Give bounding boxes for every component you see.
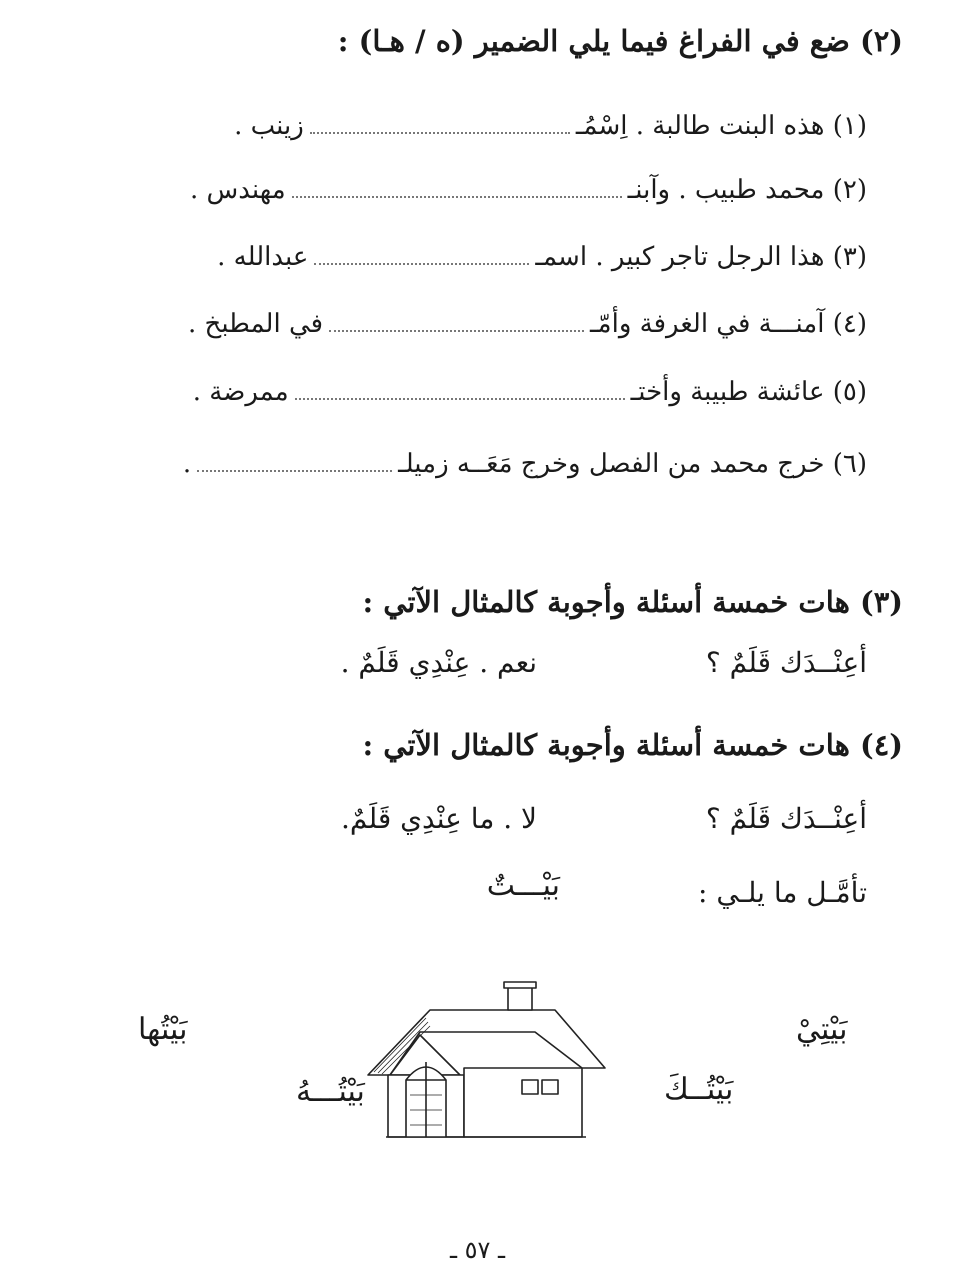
- exercise-2-item-1: [234, 106, 867, 146]
- item-2-blank[interactable]: [292, 196, 622, 198]
- word-my-house: بَيْتِيْ: [796, 1012, 848, 1047]
- item-4-text: (٤) آمنـــة في الغرفة وأمّـ: [590, 309, 867, 339]
- exercise-3-question: أعِنْــدَك قَلَمٌ ؟: [705, 646, 867, 679]
- word-her-house: بَيْتُها: [138, 1012, 188, 1047]
- exercise-3-answer: نعم . عِنْدِي قَلَمٌ .: [340, 646, 537, 679]
- exercise-4-title: (٤) هات خمسة أسئلة وأجوبة كالمثال الآتي :: [362, 728, 903, 762]
- item-5-end: ممرضة .: [192, 377, 289, 407]
- item-3-text: (٣) هذا الرجل تاجر كبير . اسمـ: [535, 242, 867, 272]
- item-2-text: (٢) محمد طبيب . وآبنـ: [627, 175, 867, 205]
- item-2-end: مهندس .: [189, 175, 286, 205]
- item-3-end: عبدالله .: [217, 242, 309, 272]
- exercise-3-title: (٣) هات خمسة أسئلة وأجوبة كالمثال الآتي :: [362, 585, 903, 619]
- item-1-text: (١) هذه البنت طالبة . اِسْمُـ: [575, 111, 867, 141]
- item-6-blank[interactable]: [197, 470, 392, 472]
- item-5-blank[interactable]: [295, 398, 625, 400]
- item-4-end: في المطبخ .: [188, 309, 324, 339]
- item-1-blank[interactable]: [310, 132, 570, 134]
- item-6-text: (٦) خرج محمد من الفصل وخرج مَعَــه زميلـ: [398, 449, 867, 479]
- page-number: ـ ٥٧ ـ: [449, 1236, 506, 1264]
- exercise-2-item-4: [188, 304, 867, 344]
- word-your-house: بَيْتُــكَ: [664, 1072, 734, 1107]
- exercise-2-item-3: [217, 237, 867, 277]
- contemplate-word: بَيْـــتٌ: [486, 868, 560, 903]
- contemplate-label: تأمَّـل ما يلـي :: [698, 876, 867, 909]
- house-illustration: [360, 980, 620, 1150]
- item-5-text: (٥) عائشة طبيبة وأختـ: [630, 377, 867, 407]
- exercise-2-item-6: [183, 444, 867, 484]
- word-his-house: بَيْتُـــهُ: [296, 1074, 365, 1109]
- item-4-blank[interactable]: [329, 330, 584, 332]
- item-6-end: .: [182, 449, 192, 479]
- exercise-2-item-5: [193, 372, 867, 412]
- item-3-blank[interactable]: [314, 263, 529, 265]
- item-1-end: زينب .: [234, 111, 304, 141]
- exercise-2-title: (٢) ضع في الفراغ فيما يلي الضمير (ه / هـا) :: [337, 24, 903, 58]
- exercise-2-item-2: [190, 170, 867, 210]
- exercise-4-answer: لا . ما عِنْدِي قَلَمٌ.: [341, 802, 537, 835]
- exercise-4-question: أعِنْــدَك قَلَمٌ ؟: [705, 802, 867, 835]
